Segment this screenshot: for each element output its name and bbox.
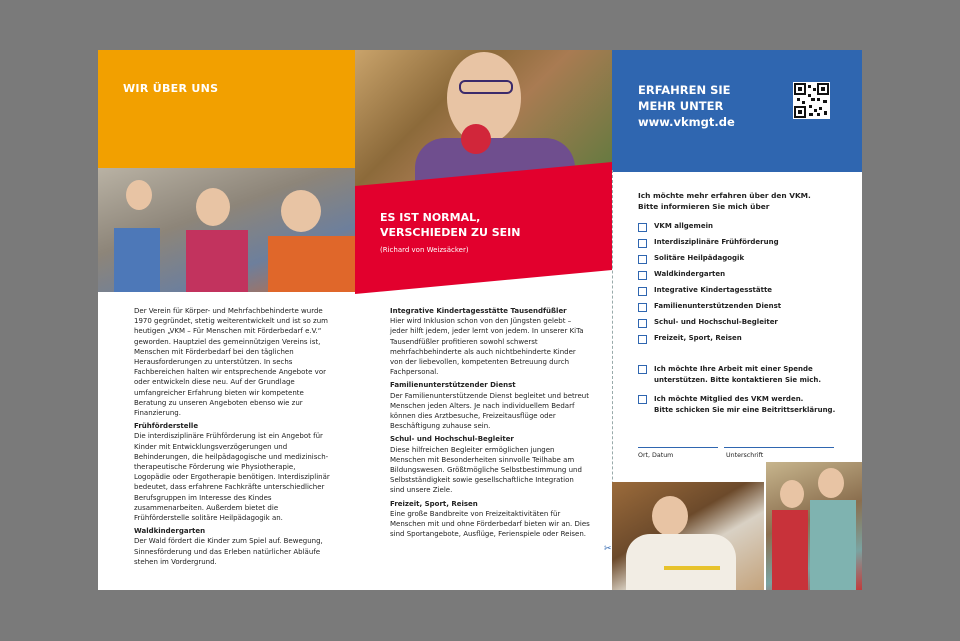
form-intro: [638, 190, 848, 212]
info-options-list: [638, 222, 853, 416]
option-heilpaedagogik[interactable]: [638, 254, 853, 270]
option-freizeit[interactable]: [638, 334, 853, 350]
freizeit-text: Eine große Bandbreite von Freizeitaktivitäten für Menschen mit und ohne Förderbedarf bieten wir an. Dies sind Sportangebote, Ausflüge, Ferienspiele oder Reisen.: [390, 509, 590, 539]
option-mitglied-text: [654, 394, 835, 416]
option-label: VKM allgemein: [654, 222, 713, 230]
freizeit-heading: Freizeit, Sport, Reisen: [390, 499, 478, 508]
option-spende-text: [654, 364, 821, 386]
fud-text: Der Familienunterstützende Dienst begleitet und betreut Menschen jeden Alters. Je nach individuellem Bedarf können dies Arztbesuche, Freizeitausflüge oder Beschäftigung zuhause sein.: [390, 391, 589, 431]
wir-ueber-uns-heading: WIR ÜBER UNS: [123, 82, 219, 95]
quote-author: (Richard von Weizsäcker): [380, 246, 469, 254]
checkbox-icon[interactable]: [638, 255, 647, 264]
checkbox-icon[interactable]: [638, 335, 647, 344]
form-intro-line-2: Bitte informieren Sie mich über: [638, 202, 770, 211]
checkbox-icon[interactable]: [638, 395, 647, 404]
schulbegleiter-text: Diese hilfreichen Begleiter ermöglichen jungen Menschen mit Besonderheiten sinnvolle Teilhabe am Bildungswesen. Größtmögliche Selbstbestimmung und Selbstständigkeit sowie gesellschaftliche Integration sind unsere Ziele.: [390, 445, 582, 495]
option-label: Familienunterstützenden Dienst: [654, 302, 782, 310]
waldkindergarten-text: Der Wald fördert die Kinder zum Spiel auf. Bewegung, Sinnesförderung und das Erleben natürlicher Abläufe stehen im Vordergrund.: [134, 537, 323, 566]
option-spende[interactable]: [638, 364, 853, 386]
cta-url[interactable]: www.vkmgt.de: [638, 115, 735, 129]
woman-threading-beads-photo: [612, 482, 764, 590]
option-kita[interactable]: [638, 286, 853, 302]
slogan: [380, 210, 520, 240]
cta-line-2: MEHR UNTER: [638, 99, 724, 113]
schulbegleiter-heading: Schul- und Hochschul-Begleiter: [390, 435, 514, 444]
spende-line-2: unterstützen. Bitte kontaktieren Sie mich.: [654, 376, 822, 384]
unterschrift-label: Unterschrift: [726, 452, 764, 459]
option-fud[interactable]: [638, 302, 853, 318]
waldkindergarten-heading: Waldkindergarten: [134, 527, 206, 536]
checkbox-icon[interactable]: [638, 271, 647, 280]
intro-paragraph: Der Verein für Körper- und Mehrfachbehinderte wurde 1970 gegründet, stetig weiterentwickelt und ist so zum heutigen „VKM – Für Menschen mit Förderbedarf e.V.“ geworden. Hauptziel des gemeinnützigen Vereins ist, Menschen mit Förderbedarf bei den täglichen Herausforderungen zu unterstützen. In sechs Fachbereichen halten wir entsprechende Angebote vor oder entwickeln diese neu. Auf der Grundlage umfangreicher Erfahrung bieten wir kompetente Beratung zu unseren Angeboten ebenso wie zur Finanzierung.: [134, 307, 328, 418]
fruehfoerderstelle-text: Die interdisziplinäre Frühförderung ist ein Angebot für Kinder mit Entwicklungsverzögerungen und Behinderungen, die heilpädagogische und medizinisch-therapeutische Förderung wie Physiotherapie, Logopädie oder Ergotherapie benötigen. Interdisziplinär bedeutet, dass erfahrene Fachkräfte unterschiedlicher Berufsgruppen im Interesse des Kindes zusammenarbeiten. Außerdem bietet die Frühförderstelle solitäre Heilpädagogik an.: [134, 432, 330, 523]
checkbox-icon[interactable]: [638, 223, 647, 232]
children-swing-photo: [98, 168, 355, 292]
checkbox-icon[interactable]: [638, 319, 647, 328]
kita-heading: Integrative Kindertagesstätte Tausendfüßler: [390, 307, 567, 315]
checkbox-icon[interactable]: [638, 365, 647, 374]
middle-text-column: [390, 306, 590, 542]
flyer-sheet: [98, 50, 862, 590]
option-label: Interdisziplinäre Frühförderung: [654, 238, 779, 246]
mitglied-line-1: Ich möchte Mitglied des VKM werden.: [654, 395, 804, 403]
option-fruehfoerderung[interactable]: [638, 238, 853, 254]
option-waldkindergarten[interactable]: [638, 270, 853, 286]
checkbox-icon[interactable]: [638, 239, 647, 248]
mitglied-line-2: Bitte schicken Sie mir eine Beitrittserklärung.: [654, 406, 836, 414]
scissors-icon: ✂: [604, 544, 612, 554]
option-label: Integrative Kindertagesstätte: [654, 286, 773, 294]
fruehfoerderstelle-heading: Frühförderstelle: [134, 422, 199, 431]
qr-code-icon[interactable]: [793, 82, 830, 119]
option-label: Solitäre Heilpädagogik: [654, 254, 745, 262]
unterschrift-line[interactable]: [724, 447, 834, 448]
slogan-line-2: VERSCHIEDEN ZU SEIN: [380, 226, 521, 239]
left-text-column: [134, 306, 332, 570]
option-label: Freizeit, Sport, Reisen: [654, 334, 742, 342]
fud-heading: Familienunterstützender Dienst: [390, 381, 516, 390]
checkbox-icon[interactable]: [638, 303, 647, 312]
cta-line-1: ERFAHREN SIE: [638, 83, 731, 97]
ort-datum-label: Ort, Datum: [638, 452, 674, 459]
option-mitglied[interactable]: [638, 394, 853, 416]
option-label: Schul- und Hochschul-Begleiter: [654, 318, 778, 326]
checkbox-icon[interactable]: [638, 287, 647, 296]
form-intro-line-1: Ich möchte mehr erfahren über den VKM.: [638, 191, 811, 200]
two-women-photo: [766, 462, 862, 590]
slogan-line-1: ES IST NORMAL,: [380, 211, 481, 224]
ort-datum-line[interactable]: [638, 447, 718, 448]
kita-text: Hier wird Inklusion schon von den Jüngsten gelebt – jeder hilft jedem, jeder lernt von jedem. In unserer KiTa Tausendfüßler profitieren sowohl schwerst mehrfachbehinderte als auch nichtbehinderte Kinder von der liebevollen, kompetenten Betreuung durch Fachpersonal.: [390, 317, 584, 377]
spende-line-1: Ich möchte Ihre Arbeit mit einer Spende: [654, 365, 813, 373]
option-label: Waldkindergarten: [654, 270, 726, 278]
orange-header-block: [98, 50, 355, 168]
option-schulbegleiter[interactable]: [638, 318, 853, 334]
cta-text: [638, 82, 735, 130]
option-vkm-allgemein[interactable]: [638, 222, 853, 238]
